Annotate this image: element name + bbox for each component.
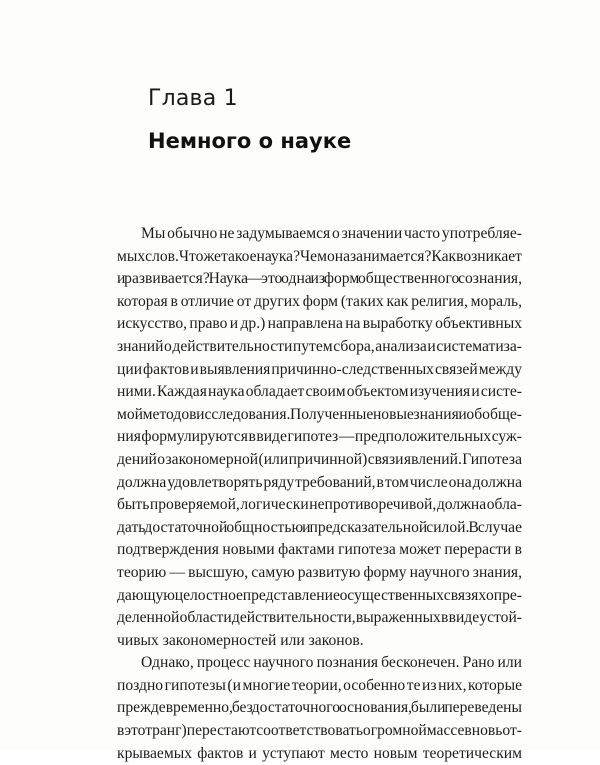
text-line: которая в отличие от других форм (таких как религия, мораль, — [117, 292, 522, 310]
text-line: подтверждения новыми фактами гипотеза может перерасти в — [117, 541, 522, 559]
paragraph-1 — [117, 223, 522, 652]
text-line: деленной области действительности, выраженных в виде устой- — [117, 609, 522, 627]
text-line: Однако, процесс научного познания бесконечен. Рано или — [141, 654, 522, 672]
text-line: ния формулируются в виде гипотез — предположительных суж- — [117, 428, 522, 446]
text-line: дающую целостное представление о существенных связях опре- — [117, 586, 522, 604]
text-line: крываемых фактов и уступают место новым теоретическим — [117, 744, 522, 762]
text-line: должна удовлетворять ряду требований, в том числе она должна — [117, 473, 522, 491]
text-line: ними. Каждая наука обладает своим объектом изучения и систе- — [117, 383, 522, 401]
body-text — [117, 223, 522, 765]
text-line: дать достаточной общностью и предсказательной силой. В случае — [117, 518, 522, 536]
text-line: быть проверяемой, логически непротиворечивой, должна обла- — [117, 496, 522, 514]
chapter-title: Немного о науке — [148, 129, 352, 153]
text-line: чивых закономерностей или законов. — [117, 631, 364, 649]
text-line: и развивается? Наука — это одна из форм общественного сознания, — [117, 270, 522, 288]
text-line: в этот ранг) перестают соответствовать огромной массе вновь от- — [117, 722, 522, 740]
text-line: знаний о действительности путем сбора, анализа и систематиза- — [117, 337, 522, 355]
text-line: преждевременно, без достаточного основания, были переведены — [117, 699, 522, 717]
text-line: ции фактов и выявления причинно-следственных связей между — [117, 360, 522, 378]
text-line: поздно гипотезы (и многие теории, особенно те из них, которые — [117, 676, 522, 694]
text-line: мой методов исследования. Полученные новые знания и обобще- — [117, 405, 522, 423]
text-line: мых слов. Что же такое наука? Чем она занимается? Как возникает — [117, 247, 522, 265]
text-line: теорию — высшую, самую развитую форму научного знания, — [117, 563, 522, 581]
text-line: Мы обычно не задумываемся о значении часто употребляе- — [141, 225, 522, 242]
chapter-label: Глава 1 — [148, 86, 238, 111]
text-line: искусство, право и др.) направлена на выработку объективных — [117, 315, 522, 333]
text-line: дений о закономерной (или причинной) связи явлений. Гипотеза — [117, 450, 522, 468]
paragraph-2 — [117, 652, 522, 765]
